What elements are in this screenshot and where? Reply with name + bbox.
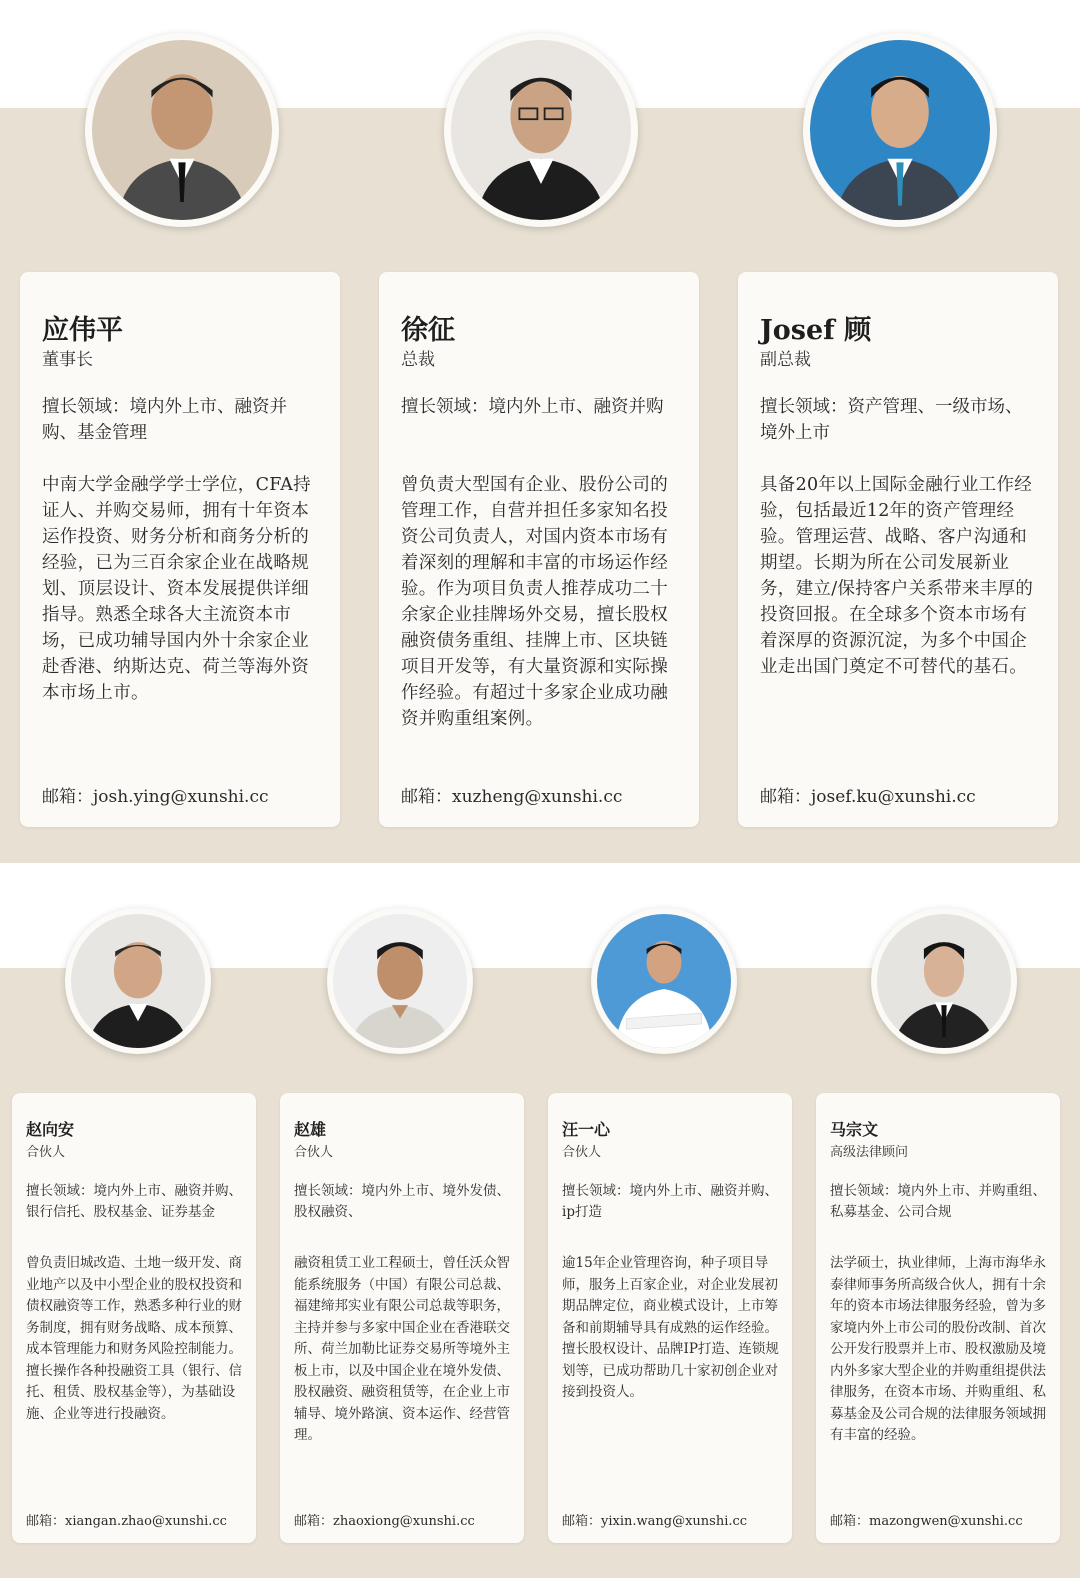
profile-bio: 中南大学金融学学士学位，CFA持证人、并购交易师，拥有十年资本运作投资、财务分析和商务分析的经验，已为三百余家企业在战略规划、顶层设计、资本发展提供详细指导。熟悉全球各大主流资本市场，已成功辅导国内外十余家企业赴香港、纳斯达克、荷兰等海外资本市场上市。 [42, 475, 311, 703]
profile-bio: 法学硕士，执业律师，上海市海华永泰律师事务所高级合伙人，拥有十余年的资本市场法律服务经验，曾为多家境内外上市公司的股份改制、首次公开发行股票并上市、股权激励及境内外多家大型企业的并购重组提供法律服务，在资本市场、并购重组、私募基金及公司合规的法律服务领域拥有丰富的经验。 [830, 1255, 1046, 1443]
person-portrait-icon [597, 914, 731, 1048]
profile-email[interactable]: 邮箱：josh.ying@xunshi.cc [42, 787, 269, 807]
profile-bio: 融资租赁工业工程硕士，曾任沃众智能系统服务（中国）有限公司总裁、福建缔邦实业有限公司总裁等职务，主持并参与多家中国企业在香港联交所、荷兰加勒比证券交易所等境外主板上市，以及中国企业在境外发债、股权融资、融资租赁等，在企业上市辅导、境外路演、资本运作、经营管理。 [294, 1255, 510, 1443]
profile-card [548, 1093, 792, 1543]
profile-email[interactable]: 邮箱：mazongwen@xunshi.cc [830, 1514, 1023, 1529]
profile-expertise: 擅长领域：境内外上市、并购重组、私募基金、公司合规 [830, 1183, 1046, 1220]
avatar [591, 908, 737, 1054]
profile-expertise: 擅长领域：境内外上市、融资并购、ip打造 [562, 1183, 778, 1220]
avatar [871, 908, 1017, 1054]
profile-card [816, 1093, 1060, 1543]
profile-expertise: 擅长领域：境内外上市、境外发债、股权融资、 [294, 1183, 510, 1220]
person-portrait-icon [92, 40, 272, 220]
profile-card [12, 1093, 256, 1543]
profile-name: 赵向安 [26, 1120, 75, 1139]
profile-email[interactable]: 邮箱：zhaoxiong@xunshi.cc [294, 1514, 475, 1529]
profile-role: 合伙人 [26, 1145, 66, 1160]
profile-expertise: 擅长领域：境内外上市、融资并购 [401, 397, 664, 417]
profile-expertise: 擅长领域：境内外上市、融资并购、基金管理 [42, 397, 287, 443]
avatar [327, 908, 473, 1054]
profile-card [738, 272, 1058, 827]
profile-role: 合伙人 [294, 1145, 334, 1160]
profile-card [379, 272, 699, 827]
profile-name: 汪一心 [562, 1120, 611, 1139]
person-portrait-icon [451, 40, 631, 220]
person-portrait-icon [810, 40, 990, 220]
profile-name: 赵雄 [294, 1120, 327, 1139]
profile-bio: 具备20年以上国际金融行业工作经验，包括最近12年的资产管理经验。管理运营、战略、客户沟通和期望。长期为所在公司发展新业务，建立/保持客户关系带来丰厚的投资回报。在全球多个资本市场有着深厚的资源沉淀，为多个中国企业走出国门奠定不可替代的基石。 [760, 475, 1034, 677]
profile-role: 副总裁 [760, 350, 811, 370]
avatar [444, 33, 638, 227]
profile-email[interactable]: 邮箱：yixin.wang@xunshi.cc [562, 1514, 748, 1529]
profile-expertise: 擅长领域：资产管理、一级市场、境外上市 [760, 397, 1023, 443]
avatar [65, 908, 211, 1054]
person-portrait-icon [877, 914, 1011, 1048]
profile-email[interactable]: 邮箱：josef.ku@xunshi.cc [760, 787, 976, 807]
profile-card [20, 272, 340, 827]
profile-role: 董事长 [42, 350, 93, 370]
profile-role: 高级法律顾问 [830, 1145, 909, 1160]
profile-bio: 曾负责旧城改造、土地一级开发、商业地产以及中小型企业的股权投资和债权融资等工作，熟悉多种行业的财务制度，拥有财务战略、成本预算、成本管理能力和财务风险控制能力。擅长操作各种投融资工具（银行、信托、租赁、股权基金等），为基础设施、企业等进行投融资。 [26, 1255, 242, 1422]
profile-bio: 曾负责大型国有企业、股份公司的管理工作，自营并担任多家知名投资公司负责人，对国内资本市场有着深刻的理解和丰富的市场运作经验。作为项目负责人推荐成功二十余家企业挂牌场外交易，擅长股权融资债务重组、挂牌上市、区块链项目开发等，有大量资源和实际操作经验。有超过十多家企业成功融资并购重组案例。 [401, 475, 668, 729]
profile-name: 应伟平 [42, 315, 123, 346]
profile-expertise: 擅长领域：境内外上市、融资并购、银行信托、股权基金、证券基金 [26, 1183, 242, 1220]
avatar [85, 33, 279, 227]
profile-name: 徐征 [401, 315, 455, 346]
profile-name: Josef 顾 [760, 315, 872, 346]
avatar [803, 33, 997, 227]
profile-email[interactable]: 邮箱：xuzheng@xunshi.cc [401, 787, 623, 807]
profile-name: 马宗文 [830, 1120, 879, 1139]
profile-email[interactable]: 邮箱：xiangan.zhao@xunshi.cc [26, 1514, 227, 1529]
person-portrait-icon [71, 914, 205, 1048]
profile-card [280, 1093, 524, 1543]
profile-role: 合伙人 [562, 1145, 602, 1160]
profile-bio: 逾15年企业管理咨询，种子项目导师，服务上百家企业，对企业发展初期品牌定位，商业模式设计，上市筹备和前期辅导具有成熟的运作经验。擅长股权设计、品牌IP打造、连锁规划等，已成功帮助几十家初创企业对接到投资人。 [562, 1255, 779, 1400]
person-portrait-icon [333, 914, 467, 1048]
profile-role: 总裁 [401, 350, 435, 370]
